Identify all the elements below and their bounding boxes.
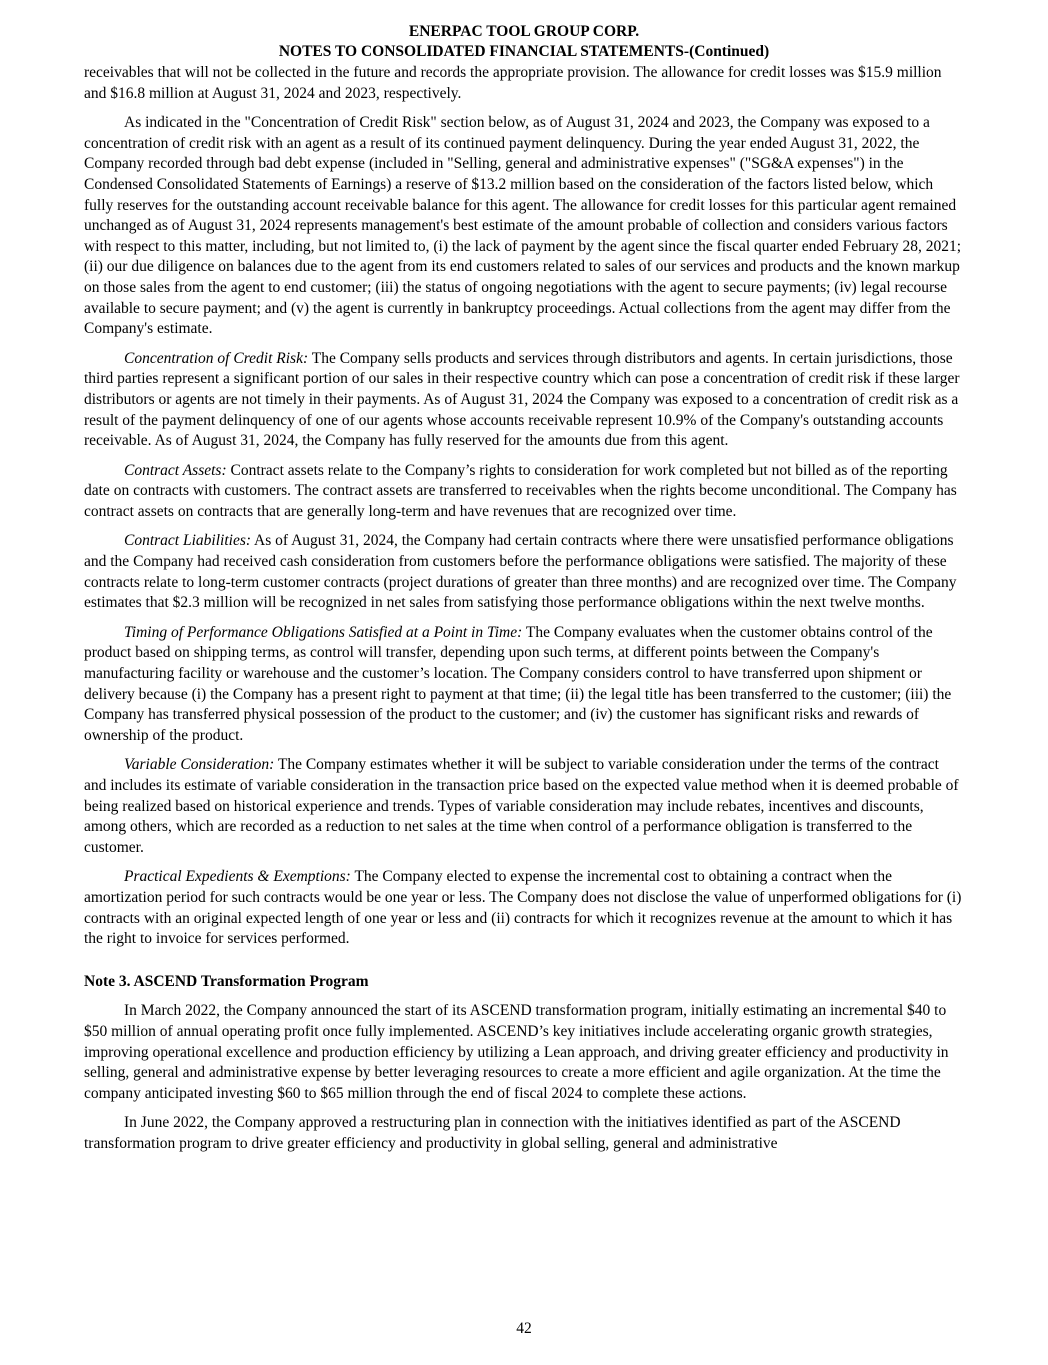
section-body: The Company evaluates when the customer obtains control of the product based on shipping terms, as control will transfer, depending upon such terms, at different points between the Company's manufacturing facility or warehouse and the customer’s location. The Company considers control to have transferred upon shipment or delivery because (i) the Company has a present right to payment at that time; (ii) the legal title has been transferred to the customer; (iii) the Company has transferred physical possession of the product to the customer; and (iv) the customer has significant risks and rewards of ownership of the product.: [84, 623, 952, 744]
section-body: The Company elected to expense the incremental cost to obtaining a contract when the amortization period for such contracts would be one year or less. The Company does not disclose the value of unperformed obligations for (i) contracts with an original expected length of one year or less and (ii) contracts for which it recognizes revenue at the amount to which it has the right to invoice for services performed.: [84, 868, 962, 948]
statement-subtitle: NOTES TO CONSOLIDATED FINANCIAL STATEMENTS-(Continued): [278, 43, 770, 60]
section-title: Timing of Performance Obligations Satisfied at a Point in Time:: [124, 623, 523, 641]
practical-expedients-paragraph: [84, 867, 964, 949]
continuation-paragraph: receivables that will not be collected in the future and records the appropriate provision. The allowance for credit losses was $15.9 million and $16.8 million at August 31, 2024 and 2023, respectively.: [84, 64, 942, 102]
note3-paragraph: In June 2022, the Company approved a restructuring plan in connection with the initiatives identified as part of the ASCEND transformation program to drive greater efficiency and productivity in global selling, general and administrative: [84, 1114, 901, 1152]
page-number: 42: [516, 1320, 532, 1337]
variable-consideration-paragraph: [84, 755, 964, 858]
document-page: [84, 22, 964, 1155]
section-title: Contract Assets:: [124, 461, 227, 479]
section-title: Contract Liabilities:: [124, 532, 252, 550]
section-title: Variable Consideration:: [124, 756, 275, 774]
section-title: Practical Expedients & Exemptions:: [124, 868, 351, 886]
section-body: The Company estimates whether it will be subject to variable consideration under the terms of the contract and includes its estimate of variable consideration in the transaction price based on the expected value method when it is deemed probable of being realized based on historical experience and trends. Types of variable consideration may include rebates, incentives and discounts, among others, which are recorded as a reduction to net sales at the time when control of a performance obligation is transferred to the customer.: [84, 756, 959, 856]
section-body: The Company sells products and services through distributors and agents. In certain jurisdictions, those third parties represent a significant portion of our sales in their respective country which can pose a concentration of credit risk if these larger distributors or agents are not timely in their payments. As of August 31, 2024 the Company was exposed to a concentration of credit risk as a result of the payment delinquency of one of our agents whose accounts receivable represent 10.9% of the Company's outstanding accounts receivable. As of August 31, 2024, the Company has fully reserved for the amounts due from this agent.: [84, 349, 960, 450]
agent-credit-risk-paragraph: As indicated in the "Concentration of Credit Risk" section below, as of August 31, 2024 and 2023, the Company was exposed to a concentration of credit risk with an agent as a result of its continued payment delinquency. During the year ended August 31, 2022, the Company recorded through bad debt expense (included in "Selling, general and administrative expenses" ("SG&A expenses") in the Condensed Consolidated Statements of Earnings) a reserve of $13.2 million based on the consideration of the factors listed below, which fully reserves for the outstanding account receivable balance for this agent. The allowance for credit losses for this particular agent remained unchanged as of August 31, 2024 represents management's best estimate of the amount probable of collection and considers various factors with respect to this matter, including, but not limited to, (i) the lack of payment by the agent since the fiscal quarter ended February 28, 2021; (ii) our due diligence on balances due to the agent from its end customers related to sales of our services and products and the known markup on those sales from the agent to end customer; (iii) the status of ongoing negotiations with the agent to secure payments; (iv) legal recourse available to secure payment; and (v) the agent is currently in bankruptcy proceedings. Actual collections from the agent may differ from the Company's estimate.: [84, 114, 962, 338]
company-name: ENERPAC TOOL GROUP CORP.: [408, 23, 640, 40]
section-body: Contract assets relate to the Company’s rights to consideration for work completed but not billed as of the reporting date on contracts with customers. The contract assets are transferred to receivables when the rights become unconditional. The Company has contract assets on contracts that are generally long-term and have revenues that are recognized over time.: [84, 461, 957, 520]
note3-heading: Note 3. ASCEND Transformation Program: [84, 972, 369, 990]
contract-assets-paragraph: [84, 461, 964, 523]
section-title: Concentration of Credit Risk:: [124, 349, 309, 367]
timing-of-performance-obligations-paragraph: [84, 623, 964, 747]
note3-paragraph: In March 2022, the Company announced the start of its ASCEND transformation program, initially estimating an incremental $40 to $50 million of annual operating profit once fully implemented. ASCEND’s key initiatives include accelerating organic growth strategies, improving operational excellence and production efficiency by utilizing a Lean approach, and driving greater efficiency and productivity in selling, general and administrative expense by better leveraging resources to create a more efficient and agile organization. At the time the company anticipated investing $60 to $65 million through the end of fiscal 2024 to complete these actions.: [84, 1002, 949, 1102]
contract-liabilities-paragraph: [84, 531, 964, 613]
section-body: As of August 31, 2024, the Company had certain contracts where there were unsatisfied performance obligations and the Company had received cash consideration from customers before the performance obligations were satisfied. The majority of these contracts relate to long-term customer contracts (project durations of greater than three months) and are recognized over time. The Company estimates that $2.3 million will be recognized in net sales from satisfying those performance obligations within the next twelve months.: [84, 532, 957, 612]
concentration-of-credit-risk-paragraph: [84, 349, 964, 452]
page-header: [84, 22, 964, 62]
